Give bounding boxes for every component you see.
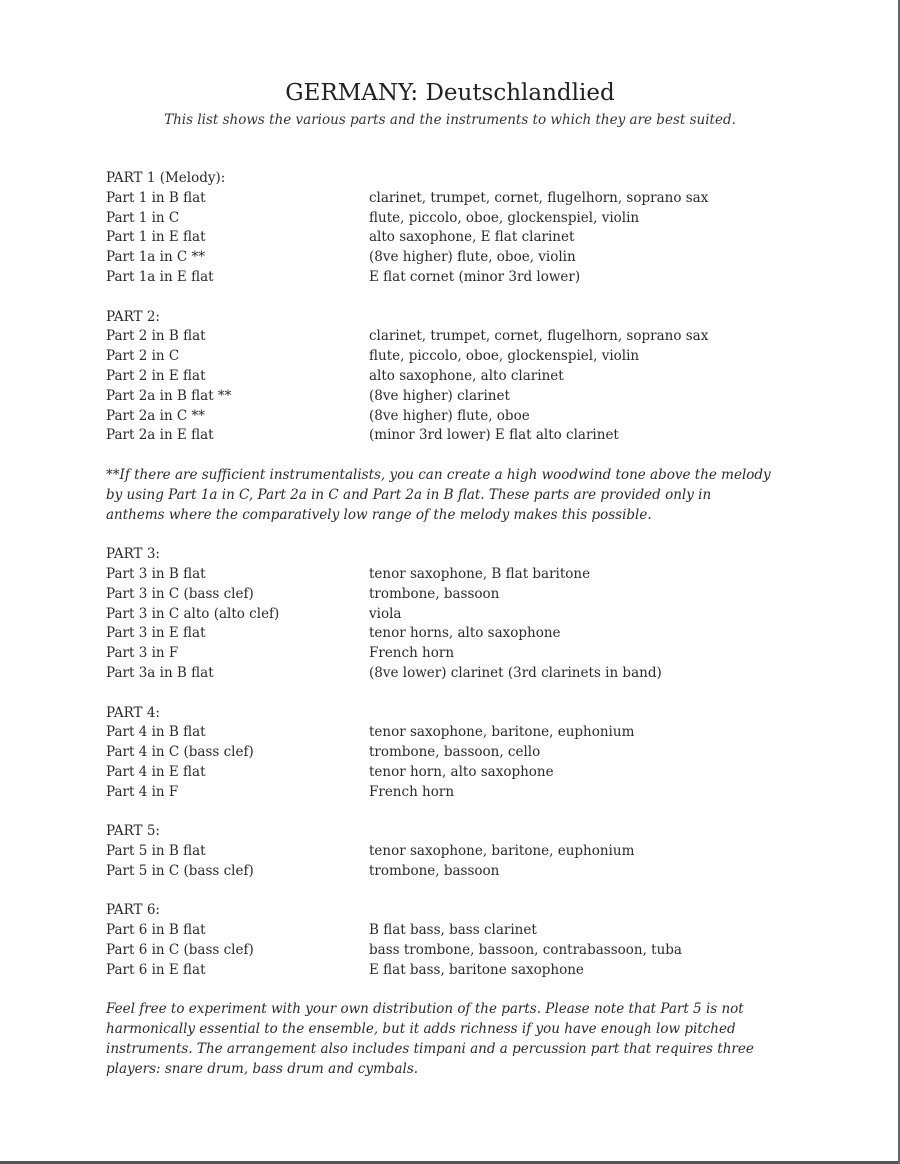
part-name: Part 6 in C (bass clef) (106, 942, 254, 959)
part-row (106, 426, 796, 446)
document-subtitle: This list shows the various parts and the instruments to which they are best suited. (164, 112, 736, 128)
part-row (106, 941, 796, 961)
part-row (106, 228, 796, 248)
instrument-list: tenor saxophone, baritone, euphonium (369, 843, 635, 860)
note-line: by using Part 1a in C, Part 2a in C and Part 2a in B flat. These parts are provided only in (106, 486, 712, 503)
part-row (106, 862, 796, 882)
instrument-list: flute, piccolo, oboe, glockenspiel, violin (369, 209, 640, 226)
note-line: players: snare drum, bass drum and cymbals. (106, 1060, 419, 1077)
part-name: Part 1a in C ** (106, 249, 206, 266)
instrument-list: (8ve lower) clarinet (3rd clarinets in band) (369, 664, 662, 681)
part-name: Part 5 in B flat (106, 843, 206, 860)
part-name: Part 3 in B flat (106, 565, 206, 582)
instrument-list: tenor saxophone, B flat baritone (369, 565, 591, 582)
instrument-list: (8ve higher) flute, oboe (369, 407, 530, 424)
part-row (106, 605, 796, 625)
note-line: Feel free to experiment with your own distribution of the parts. Please note that Part 5 is not (106, 1001, 744, 1018)
note-line: anthems where the comparatively low range of the melody makes this possible. (106, 506, 652, 523)
part-section (106, 822, 796, 881)
parts-group-a (106, 169, 796, 446)
document-title: GERMANY: Deutschlandlied (285, 80, 615, 106)
part-name: Part 3 in C (bass clef) (106, 585, 254, 602)
part-row (106, 565, 796, 585)
instrument-list: viola (369, 605, 402, 622)
part-section (106, 308, 796, 447)
part-name: Part 3a in B flat (106, 664, 214, 681)
instrument-list: clarinet, trumpet, cornet, flugelhorn, soprano sax (369, 328, 709, 345)
part-row (106, 743, 796, 763)
instrument-list: tenor horns, alto saxophone (369, 625, 561, 642)
note-line: harmonically essential to the ensemble, but it adds richness if you have enough low pitched (106, 1021, 736, 1038)
instrument-list: trombone, bassoon, cello (369, 744, 541, 761)
part-name: Part 4 in F (106, 783, 179, 800)
note-line: **If there are sufficient instrumentalists, you can create a high woodwind tone above the melody (106, 466, 771, 483)
part-name: Part 2 in E flat (106, 367, 206, 384)
part-name: Part 3 in C alto (alto clef) (106, 605, 280, 622)
part-row (106, 842, 796, 862)
part-row (106, 387, 796, 407)
instrument-list: (minor 3rd lower) E flat alto clarinet (369, 427, 619, 444)
part-row (106, 407, 796, 427)
part-name: Part 1 in B flat (106, 189, 206, 206)
instrument-list: alto saxophone, alto clarinet (369, 367, 564, 384)
part-name: Part 2 in C (106, 348, 180, 365)
part-name: Part 5 in C (bass clef) (106, 862, 254, 879)
part-name: Part 1 in C (106, 209, 180, 226)
note-line: instruments. The arrangement also includes timpani and a percussion part that requires three (106, 1041, 754, 1058)
instrument-list: (8ve higher) clarinet (369, 387, 510, 404)
part-name: Part 4 in E flat (106, 763, 206, 780)
part-row (106, 624, 796, 644)
woodwind-note (106, 466, 796, 525)
part-name: Part 1a in E flat (106, 268, 214, 285)
section-heading: PART 3: (106, 546, 160, 563)
section-heading: PART 6: (106, 902, 160, 919)
part-row (106, 209, 796, 229)
instrument-list: trombone, bassoon (369, 585, 500, 602)
part-row (106, 921, 796, 941)
part-name: Part 6 in E flat (106, 961, 206, 978)
parts-group-b (106, 545, 796, 981)
part-name: Part 2a in C ** (106, 407, 206, 424)
part-row (106, 268, 796, 288)
section-heading: PART 2: (106, 308, 160, 325)
section-heading: PART 4: (106, 704, 160, 721)
instrument-list: clarinet, trumpet, cornet, flugelhorn, soprano sax (369, 189, 709, 206)
part-section (106, 545, 796, 684)
part-section (106, 901, 796, 980)
instrument-list: French horn (369, 645, 455, 662)
instrument-list: (8ve higher) flute, oboe, violin (369, 249, 576, 266)
instrument-list: E flat bass, baritone saxophone (369, 961, 584, 978)
part-name: Part 2a in E flat (106, 427, 214, 444)
instrument-list: alto saxophone, E flat clarinet (369, 229, 575, 246)
part-row (106, 585, 796, 605)
distribution-note (106, 1000, 796, 1079)
part-section (106, 169, 796, 288)
instrument-list: tenor saxophone, baritone, euphonium (369, 724, 635, 741)
part-name: Part 3 in F (106, 645, 179, 662)
instrument-list: French horn (369, 783, 455, 800)
instrument-list: trombone, bassoon (369, 862, 500, 879)
section-heading: PART 1 (Melody): (106, 170, 226, 186)
section-heading: PART 5: (106, 823, 160, 840)
part-row (106, 664, 796, 684)
instrument-list: tenor horn, alto saxophone (369, 763, 554, 780)
part-name: Part 2a in B flat ** (106, 387, 232, 404)
part-name: Part 1 in E flat (106, 229, 206, 246)
part-row (106, 723, 796, 743)
instrument-list: flute, piccolo, oboe, glockenspiel, violin (369, 348, 640, 365)
part-row (106, 248, 796, 268)
instrument-list: E flat cornet (minor 3rd lower) (369, 268, 581, 285)
instrument-list: B flat bass, bass clarinet (369, 922, 537, 939)
part-row (106, 783, 796, 803)
part-name: Part 4 in B flat (106, 724, 206, 741)
part-row (106, 367, 796, 387)
parts-list (106, 169, 796, 1099)
part-row (106, 763, 796, 783)
part-row (106, 644, 796, 664)
part-name: Part 2 in B flat (106, 328, 206, 345)
part-row (106, 327, 796, 347)
part-name: Part 6 in B flat (106, 922, 206, 939)
part-section (106, 704, 796, 803)
part-name: Part 3 in E flat (106, 625, 206, 642)
part-row (106, 189, 796, 209)
part-name: Part 4 in C (bass clef) (106, 744, 254, 761)
part-row (106, 347, 796, 367)
instrument-list: bass trombone, bassoon, contrabassoon, tuba (369, 942, 682, 959)
part-row (106, 961, 796, 981)
